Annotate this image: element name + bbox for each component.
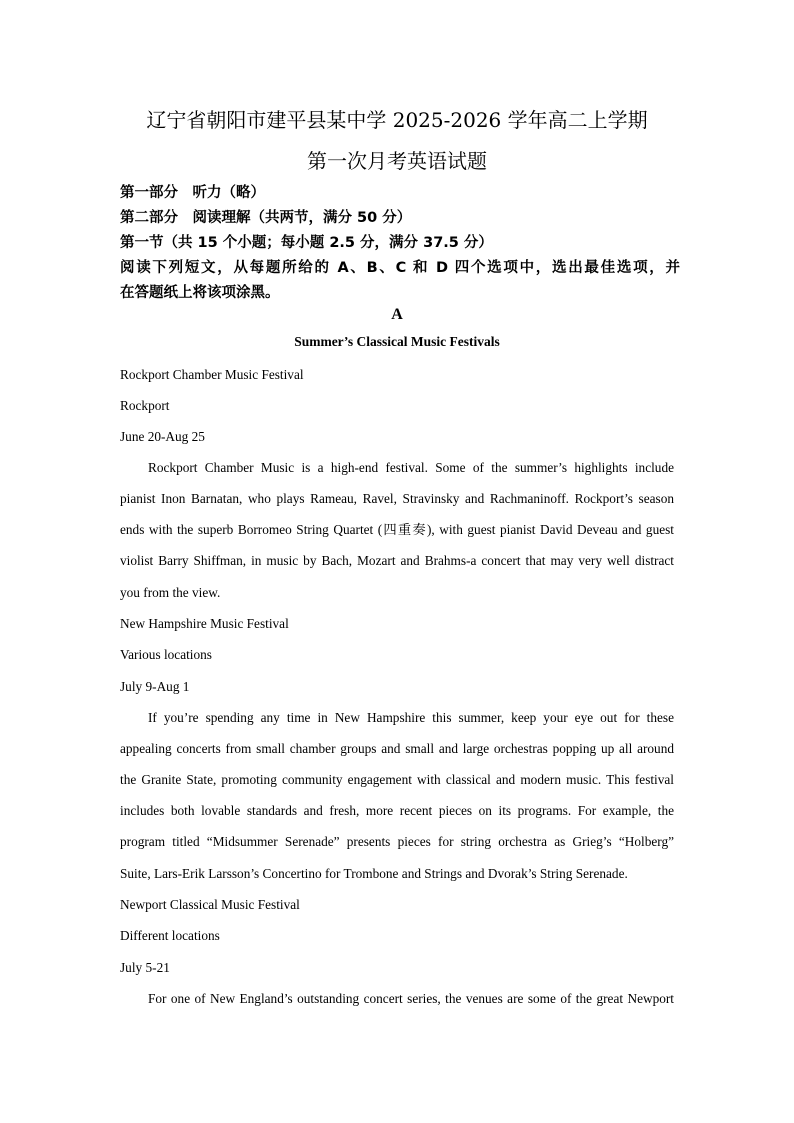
instructions-line-1: 阅读下列短文，从每题所给的 A、B、C 和 D 四个选项中，选出最佳选项，并 — [120, 260, 680, 276]
paragraph-line: For one of New England’s outstanding concert series, the venues are some of the great Newport — [148, 991, 674, 1006]
paragraph-line: you from the view. — [120, 585, 221, 600]
festival-location: Different locations — [120, 928, 220, 943]
festival-dates: June 20-Aug 25 — [120, 429, 205, 444]
paragraph-line: Rockport Chamber Music is a high-end festival. Some of the summer’s highlights include — [148, 460, 674, 475]
passage-title: Summer’s Classical Music Festivals — [294, 334, 500, 349]
passage-label: A — [391, 306, 403, 323]
paragraph-line: Suite, Lars-Erik Larsson’s Concertino for Trombone and Strings and Dvorak’s String Serenade. — [120, 866, 628, 881]
paragraph-line: violist Barry Shiffman, in music by Bach, Mozart and Brahms-a concert that may very well distract — [120, 553, 674, 568]
festival-location: Rockport — [120, 398, 170, 413]
paragraph-line: If you’re spending any time in New Hampshire this summer, keep your eye out for these — [148, 710, 674, 725]
paragraph-line: ends with the superb Borromeo String Quartet (四重奏), with guest pianist David Deveau and guest — [120, 522, 674, 537]
paragraph-line: program titled “Midsummer Serenade” presents pieces for string orchestra as Grieg’s “Holberg” — [120, 834, 674, 849]
instructions-line-2: 在答题纸上将该项涂黑。 — [120, 285, 280, 301]
paragraph-line: includes both lovable standards and fresh, more recent pieces on its programs. For example, the — [120, 803, 674, 818]
section-part-one: 第一部分 听力（略） — [120, 185, 265, 201]
section-subpart-one: 第一节（共 15 个小题；每小题 2.5 分，满分 37.5 分） — [120, 235, 493, 251]
festival-dates: July 5-21 — [120, 960, 170, 975]
festival-dates: July 9-Aug 1 — [120, 679, 190, 694]
festival-name: Rockport Chamber Music Festival — [120, 367, 304, 382]
paragraph-line: appealing concerts from small chamber groups and small and large orchestras popping up all around — [120, 741, 674, 756]
section-part-two: 第二部分 阅读理解（共两节，满分 50 分） — [120, 210, 412, 226]
paragraph-line: pianist Inon Barnatan, who plays Rameau, Ravel, Stravinsky and Rachmaninoff. Rockport’s season — [120, 491, 674, 506]
festival-name: Newport Classical Music Festival — [120, 897, 300, 912]
festival-name: New Hampshire Music Festival — [120, 616, 289, 631]
exam-title-line-1: 辽宁省朝阳市建平县某中学 2025-2026 学年高二上学期 — [146, 108, 648, 132]
paragraph-line: the Granite State, promoting community engagement with classical and modern music. This festival — [120, 772, 674, 787]
exam-title-line-2: 第一次月考英语试题 — [307, 149, 487, 173]
festival-location: Various locations — [120, 647, 212, 662]
